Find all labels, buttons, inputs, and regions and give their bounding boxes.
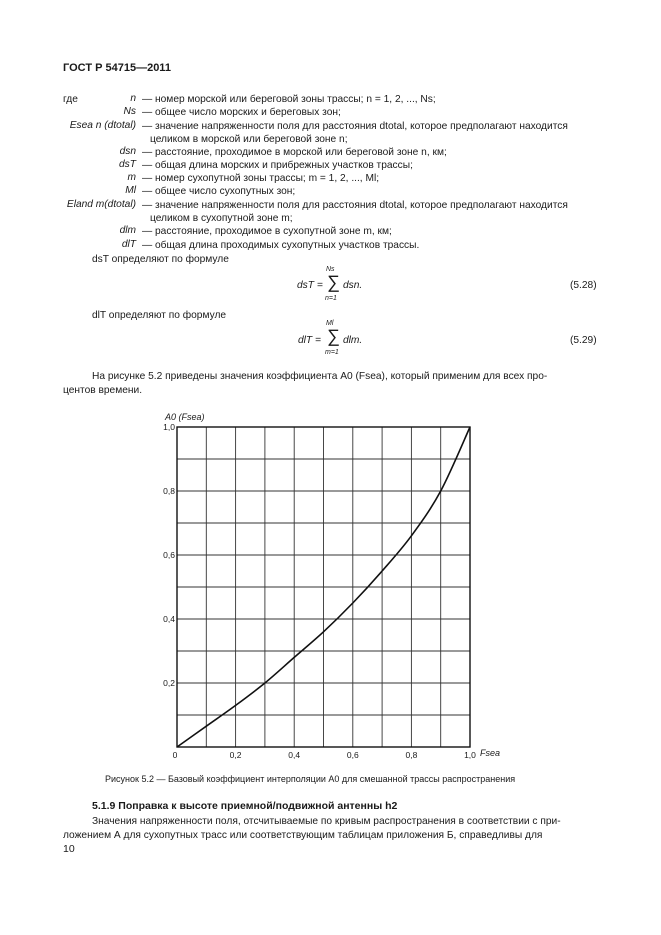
- page-number: 10: [63, 843, 75, 855]
- equation-number: (5.28): [570, 280, 597, 291]
- x-tick-label: 0: [172, 750, 178, 760]
- definition-text: — общая длина проходимых сухопутных участков трассы.: [142, 240, 420, 251]
- formula-lead: dsT определяют по формуле: [92, 254, 229, 265]
- definition-symbol: dsT: [119, 159, 136, 170]
- definition-symbol: dlT: [121, 239, 136, 250]
- definitions-intro: где: [63, 94, 78, 105]
- definition-text: — общая длина морских и прибрежных участков трассы;: [142, 160, 413, 171]
- formula-lhs: dlT =: [298, 335, 321, 346]
- x-tick-label: 0,2: [229, 750, 242, 760]
- definition-symbol: Esea n (dtotal): [69, 120, 136, 131]
- figure-intro-line: центов времени.: [63, 385, 143, 396]
- sum-icon: ∑: [327, 326, 340, 346]
- definition-text: целиком в сухопутной зоне m;: [150, 213, 293, 224]
- paragraph-line: Значения напряженности поля, отсчитываемые по кривым распространения в соответствии с при-: [92, 816, 561, 827]
- definition-text: — значение напряженности поля для расстояния dtotal, которое предполагают находится: [142, 121, 568, 132]
- y-axis-label: A0 (Fsea): [165, 412, 205, 422]
- paragraph-line: ложением А для сухопутных трасс или соответствующим таблицам приложения Б, справедливы для: [63, 830, 543, 841]
- sum-upper-limit: Ns: [326, 266, 335, 273]
- definition-symbol: dsn: [119, 146, 136, 157]
- definition-text: — общее число сухопутных зон;: [142, 186, 296, 197]
- x-tick-labels: [173, 750, 477, 760]
- definition-text: целиком в морской или береговой зоне n;: [150, 134, 348, 145]
- figure-intro-line: На рисунке 5.2 приведены значения коэффициента A0 (Fsea), который применим для всех про-: [92, 371, 548, 382]
- definition-symbol: m: [127, 172, 136, 183]
- chart-grid: [177, 427, 470, 747]
- sum-lower-limit: m=1: [325, 349, 339, 356]
- formula-lead: dlT определяют по формуле: [92, 310, 227, 321]
- x-tick-label: 1,0: [464, 750, 476, 760]
- definition-text: — значение напряженности поля для расстояния dtotal, которое предполагают находится: [142, 200, 568, 211]
- definition-text: — общее число морских и береговых зон;: [142, 107, 341, 118]
- definition-symbol: dlm: [119, 225, 136, 236]
- definition-text: — расстояние, проходимое в сухопутной зоне m, км;: [142, 226, 392, 237]
- y-tick-label: 1,0: [163, 422, 175, 432]
- interpolation-chart: [150, 400, 510, 765]
- x-axis-label: Fsea: [480, 748, 501, 758]
- equation-number: (5.29): [570, 335, 597, 346]
- formula-lhs: dsT =: [297, 280, 323, 291]
- definition-text: — номер морской или береговой зоны трассы; n = 1, 2, ..., Ns;: [142, 94, 436, 105]
- document-header: ГОСТ Р 54715—2011: [63, 62, 171, 74]
- x-tick-label: 0,4: [288, 750, 301, 760]
- y-tick-labels: [163, 422, 175, 688]
- section-number: 5.1.9: [92, 800, 116, 812]
- definition-text: — номер сухопутной зоны трассы; m = 1, 2, ..., Ml;: [142, 173, 380, 184]
- definition-symbol: Ml: [125, 185, 136, 196]
- x-tick-label: 0,6: [346, 750, 359, 760]
- y-tick-label: 0,2: [163, 678, 175, 688]
- definition-symbol: Eland m(dtotal): [66, 199, 136, 210]
- formula-term: dsn.: [343, 280, 363, 291]
- section-title: Поправка к высоте приемной/подвижной антенны h2: [118, 800, 398, 812]
- definition-symbol: Ns: [123, 106, 136, 117]
- sum-upper-limit: Ml: [326, 320, 334, 327]
- y-tick-label: 0,4: [163, 614, 175, 624]
- y-tick-label: 0,8: [163, 486, 175, 496]
- figure-caption: Рисунок 5.2 — Базовый коэффициент интерполяции A0 для смешанной трассы распространения: [105, 774, 516, 784]
- sum-icon: ∑: [327, 272, 340, 292]
- definition-text: — расстояние, проходимое в морской или береговой зоне n, км;: [142, 147, 447, 158]
- x-tick-label: 0,8: [405, 750, 418, 760]
- y-tick-label: 0,6: [163, 550, 175, 560]
- section-heading: [92, 800, 397, 812]
- sum-lower-limit: n=1: [325, 295, 337, 302]
- definition-symbol: n: [130, 93, 136, 104]
- formula-term: dlm.: [343, 335, 363, 346]
